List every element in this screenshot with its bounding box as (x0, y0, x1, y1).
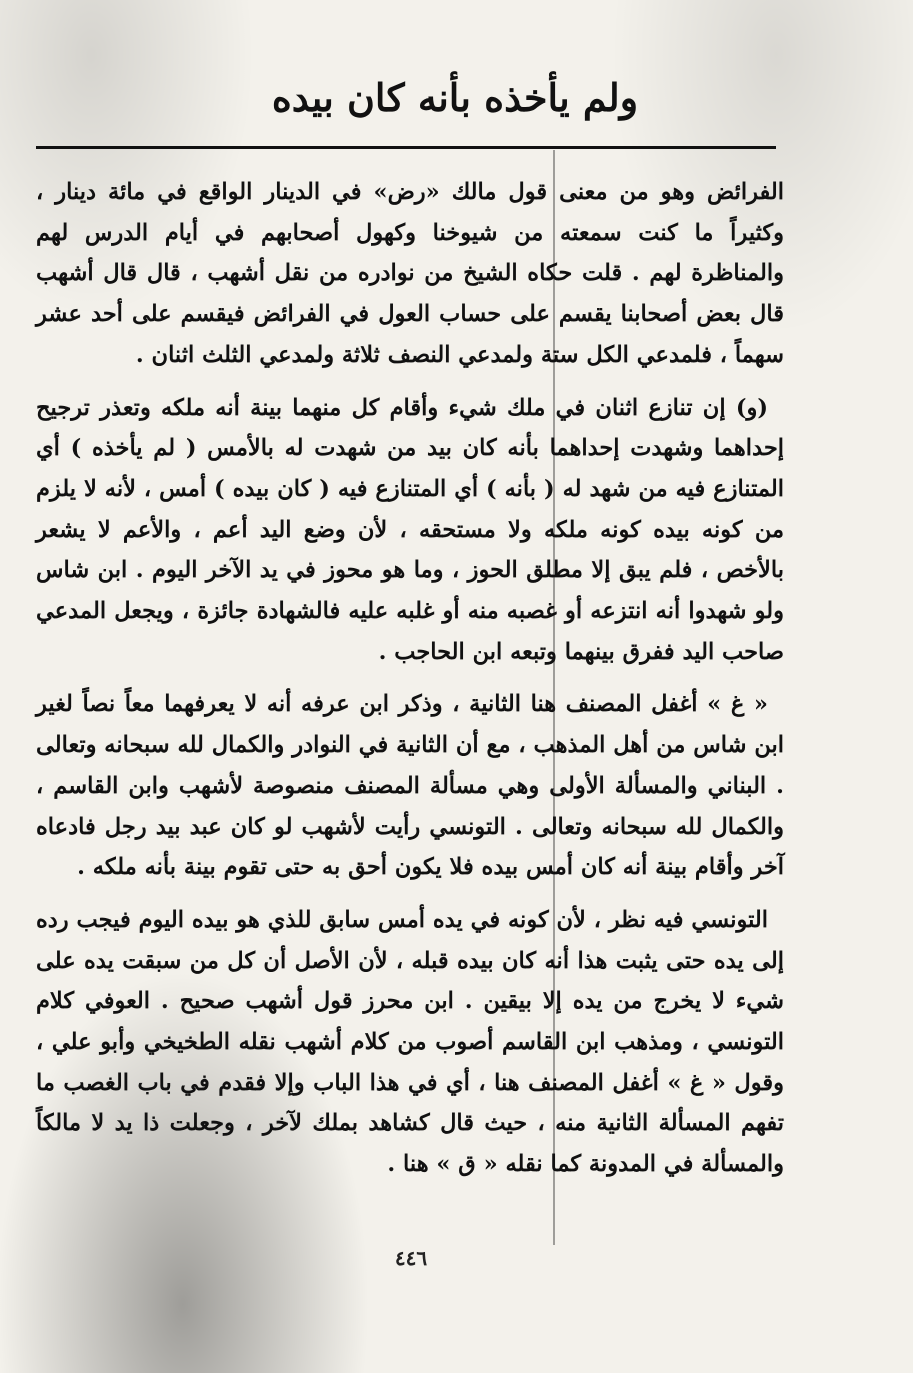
paragraph-1: الفرائض وهو من معنى قول مالك «رض» في الدينار الواقع في مائة دينار ، وكثيراً ما كنت سمعته من شيوخنا وكهول أصحابهم في أيام الدرس لهم والمناظرة لهم . قلت حكاه الشيخ من نوادره من نقل أشهب ، قال قال أشهب قال بعض أصحابنا يقسم على حساب العول في الفرائض فيقسم على أحد عشر سهماً ، فلمدعي الكل ستة ولمدعي النصف ثلاثة ولمدعي الثلث اثنان . (36, 179, 784, 368)
paragraph-3: « غ » أغفل المصنف هنا الثانية ، وذكر ابن عرفه أنه لا يعرفهما معاً نصاً لغير ابن شاس من أهل المذهب ، مع أن الثانية في النوادر والكمال لله سبحانه وتعالى . البناني والمسألة الأولى وهي مسألة المصنف منصوصة لأشهب وابن القاسم ، والكمال لله سبحانه وتعالى . التونسي رأيت لأشهب لو كان عبد بيد رجل فادعاه آخر وأقام بينة أنه كان أمس بيده فلا يكون أحق به حتى تقوم بينة بأنه ملكه . (36, 691, 784, 881)
paragraph-2: (و) إن تنازع اثنان في ملك شيء وأقام كل منهما بينة أنه ملكه وتعذر ترجيح إحداهما وشهدت إحداهما بأنه كان بيد من شهدت له بالأمس ( لم يأخذه ) أي المتنازع فيه من شهد له ( بأنه ) أي المتنازع فيه ( كان بيده ) أمس ، لأنه لا يلزم من كونه بيده كونه ملكه ولا مستحقه ، لأن وضع اليد أعم ، والأعم لا يشعر بالأخص ، فلم يبق إلا مطلق الحوز ، وما هو محوز في يد الآخر اليوم . ابن شاس ولو شهدوا أنه انتزعه أو غصبه منه أو غلبه عليه فالشهادة جائزة ، ويجعل المدعي صاحب اليد ففرق بينهما وتبعه ابن الحاجب . (36, 394, 784, 665)
header-divider (36, 146, 776, 149)
paragraph-4: التونسي فيه نظر ، لأن كونه في يده أمس سابق للذي هو بيده اليوم فيجب رده إلى يده حتى يثبت هذا أنه كان بيده قبله ، لأن الأصل أن كل من سبقت يده على شيء لا يخرج من يده إلا بيقين . ابن محرز قول أشهب صحيح . العوفي كلام التونسي ، ومذهب ابن القاسم أصوب من كلام أشهب نقله الطخيخي وأبو علي ، وقول « غ » أغفل المصنف هنا ، أي في هذا الباب وإلا فقدم في باب الغصب ما تفهم المسألة الثانية منه ، حيث قال كشاهد بملك لآخر ، وجعلت ذا يد لا مالكاً والمسألة في المدونة كما نقله « ق » هنا . (36, 906, 784, 1178)
running-header (40, 62, 870, 134)
page-title: ولم يأخذه بأنه كان بيده (271, 75, 639, 120)
page-number: ٤٤٦ (394, 1246, 428, 1270)
body-text (36, 172, 784, 1197)
